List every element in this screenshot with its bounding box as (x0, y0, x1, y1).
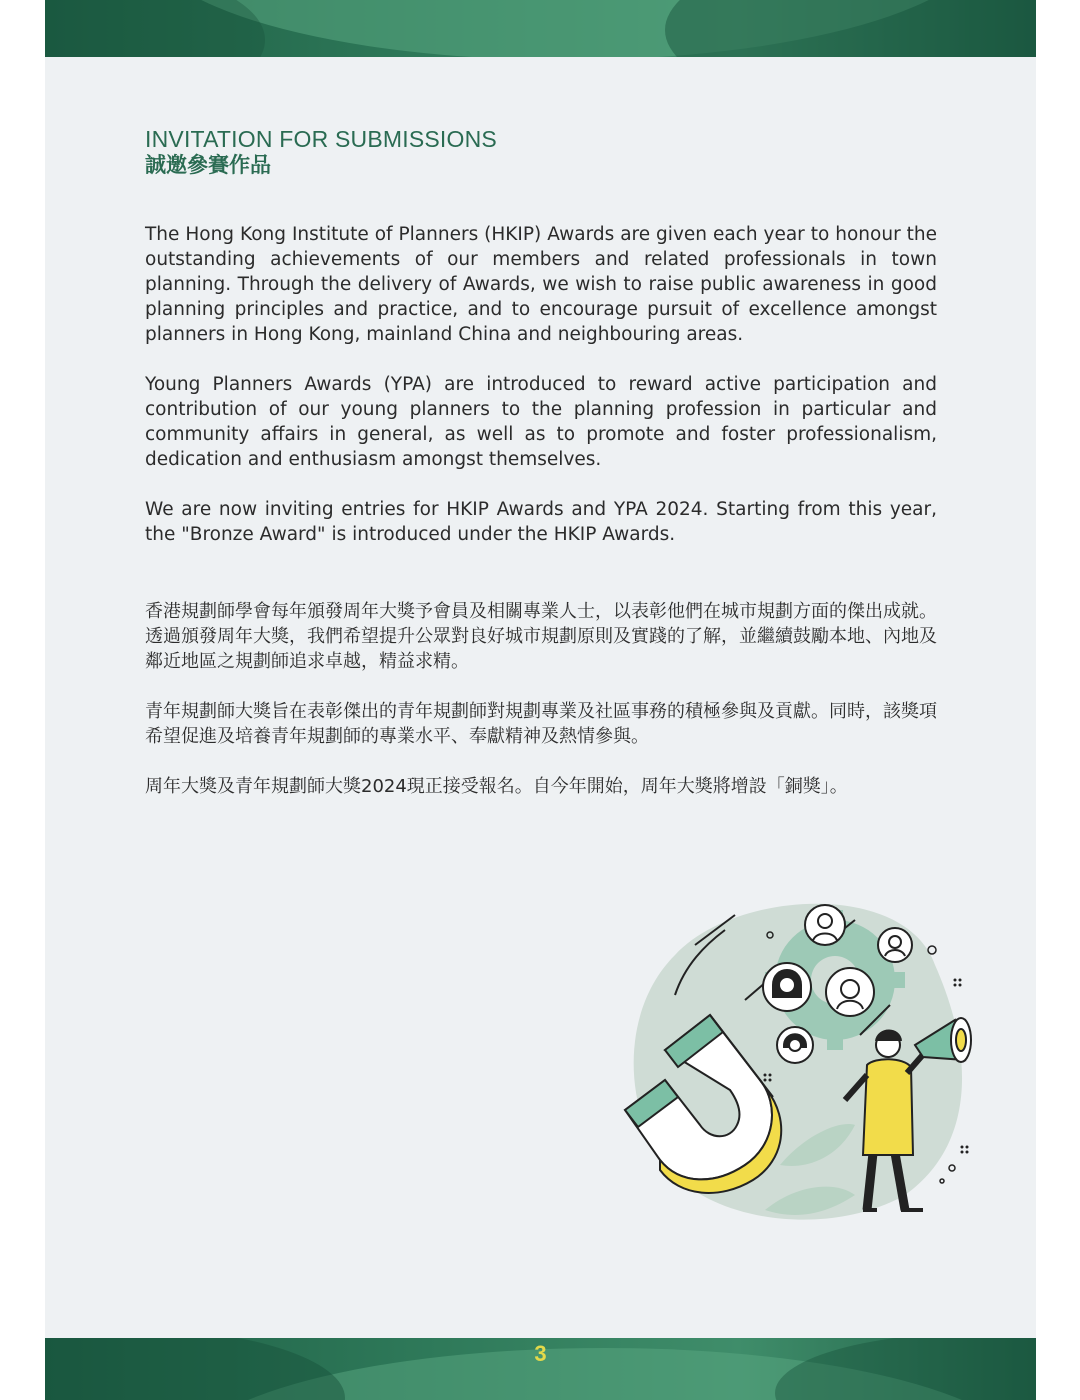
page-number: 3 (534, 1341, 547, 1366)
paragraph-zh-young-planners: 青年規劃師大獎旨在表彰傑出的青年規劃師對規劃專業及社區事務的積極參與及貢獻。同時，該獎項希望促進及培養青年規劃師的專業水平、奉獻精神及熱情參與。 (145, 701, 937, 747)
top-decorative-band (45, 0, 1036, 57)
top-band-shapes (45, 0, 1036, 57)
heading-english: INVITATION FOR SUBMISSIONS (145, 126, 497, 152)
paragraph-young-planners-awards: Young Planners Awards (YPA) are introduced to reward active participation and contribution of our young planners to the planning profession in particular and community affairs in general, as well as to promote and foster professionalism, dedication and enthusiasm amongst themselves. (145, 374, 937, 470)
paragraph-inviting-entries: We are now inviting entries for HKIP Awards and YPA 2024. Starting from this year, the "Bronze Award" is introduced under the HKIP Awards. (145, 499, 937, 545)
avatar-icon (826, 968, 874, 1016)
magnet-megaphone-illustration (605, 885, 995, 1230)
paragraph-zh-inviting-entries: 周年大獎及青年規劃師大獎2024現正接受報名。自今年開始，周年大獎將增設「銅獎」。 (145, 776, 848, 797)
avatar-icon (805, 905, 845, 945)
section-heading (145, 126, 745, 178)
avatar-icon (763, 963, 811, 1011)
heading-chinese: 誠邀參賽作品 (145, 153, 271, 177)
avatar-icon (878, 928, 912, 962)
paragraph-hkip-awards: The Hong Kong Institute of Planners (HKIP) Awards are given each year to honour the outstanding achievements of our members and related professionals in town planning. Through the delivery of Awards, we wish to raise public awareness in good planning principles and practice, and to encourage pursuit of excellence amongst planners in Hong Kong, mainland China and neighbouring areas. (145, 224, 937, 345)
document-page (45, 0, 1036, 1400)
paragraph-zh-hkip-awards: 香港規劃師學會每年頒發周年大獎予會員及相關專業人士，以表彰他們在城市規劃方面的傑出成就。透過頒發周年大獎，我們希望提升公眾對良好城市規劃原則及實踐的了解，並繼續鼓勵本地、內地及鄰近地區之規劃師追求卓越，精益求精。 (145, 601, 937, 672)
avatar-icon (777, 1027, 813, 1063)
